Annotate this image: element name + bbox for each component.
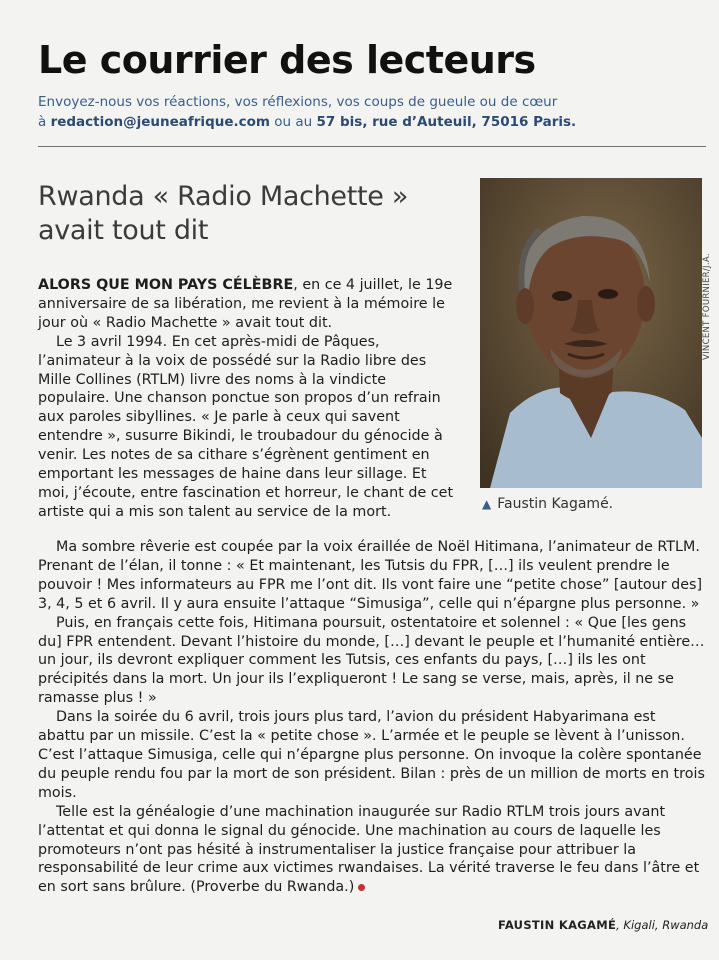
- paragraph-6-text: Telle est la généalogie d’une machination inaugurée sur Radio RTLM trois jours avant l’attentat et qui donna le signal du génocide. Une machination au cours de laquelle les promoteurs n’ont pas hésité à instrumentaliser la justice française pour attribuer la responsabilité de leur crime aux victimes rwandaises. La vérité traverse le feu dans l’âtre et en sort sans brûlure. (Proverbe du Rwanda.): [38, 803, 700, 896]
- postal-address: 57 bis, rue d’Auteuil, 75016 Paris.: [316, 114, 577, 130]
- author-portrait-photo: [480, 178, 702, 488]
- photo-caption: [482, 496, 613, 512]
- author-signature: [498, 918, 708, 932]
- intro-mid: ou au: [269, 114, 317, 130]
- intro-line: Envoyez-nous vos réactions, vos réflexions, vos coups de gueule ou de cœur: [38, 94, 558, 110]
- lead-in: ALORS QUE MON PAYS CÉLÈBRE: [38, 277, 294, 293]
- caption-text: Faustin Kagamé.: [497, 496, 614, 512]
- article-body-wide: [38, 538, 706, 897]
- triangle-icon: ▲: [482, 497, 492, 511]
- header-divider: [38, 146, 706, 147]
- paragraph-2: Le 3 avril 1994. En cet après-midi de Pâques, l’animateur à la voix de possédé sur la Radio libre des Mille Collines (RTLM) livre des noms à la vindicte populaire. Une chanson ponctue son propos d’un refrain aux paroles sibyllines. « Je parle à ceux qui savent entendre », susurre Bikindi, le troubadour du génocide à venir. Les notes de sa cithare s’égrènent gentiment en emportant les messages de haine dans leur sillage. Et moi, j’écoute, entre fascination et horreur, le chant de cet artiste qui a mis son talent au service de la mort.: [38, 333, 454, 520]
- intro-prefix: à: [38, 114, 51, 130]
- intro-contact-line: [38, 112, 678, 132]
- email-address[interactable]: redaction@jeuneafrique.com: [50, 114, 270, 130]
- article-body-narrow: [38, 276, 458, 522]
- section-title: Le courrier des lecteurs: [38, 38, 536, 82]
- paragraph-1: [38, 276, 458, 333]
- paragraph-6: [38, 803, 706, 898]
- photo-credit: VINCENT FOURNIER/J.A.: [702, 253, 712, 360]
- signature-name: FAUSTIN KAGAMÉ: [498, 918, 617, 932]
- paragraph-4: Puis, en français cette fois, Hitimana poursuit, ostentatoire et solennel : « Que [les gens du] FPR entendent. Devant l’histoire du monde, […] devant le peuple et l’humanité entière… un jour, ils devront expliquer comment les Tutsis, ces enfants du pays, […] ils les ont précipités dans la mort. Un jour ils l’expliqueront ! Le sang se verse, mais, après, il ne se ramasse plus ! »: [38, 614, 705, 707]
- paragraph-5: Dans la soirée du 6 avril, trois jours plus tard, l’avion du président Habyarimana est abattu par un missile. C’est la « petite chose ». L’armée et le peuple se lèvent à l’unisson. C’est l’attaque Simusiga, celle qui n’épargne plus personne. On invoque la colère spontanée du peuple rendu fou par la mort de son président. Bilan : près de un million de morts en trois mois.: [38, 709, 705, 801]
- article-headline: Rwanda « Radio Machette » avait tout dit: [38, 181, 409, 246]
- portrait-illustration: [480, 178, 702, 488]
- end-mark-icon: [358, 884, 365, 891]
- paragraph-3: Ma sombre rêverie est coupée par la voix éraillée de Noël Hitimana, l’animateur de RTLM. Prenant de l’élan, il tonne : « Et maintenant, les Tutsis du FPR, […] ils veulent prendre le pouvoir ! Mes informateurs au FPR me l’ont dit. Ils vont faire une “petite chose” [autour des] 3, 4, 5 et 6 avril. Il y aura ensuite l’attaque “Simusiga”, celle qui n’épargne plus personne. »: [38, 539, 703, 612]
- paragraph-1-text: , en ce 4 juillet, le 19e anniversaire de sa libération, me revient à la mémoire le jour où « Radio Machette » avait tout dit.: [38, 277, 453, 331]
- signature-place: , Kigali, Rwanda: [616, 918, 709, 932]
- submission-instructions: [38, 92, 678, 132]
